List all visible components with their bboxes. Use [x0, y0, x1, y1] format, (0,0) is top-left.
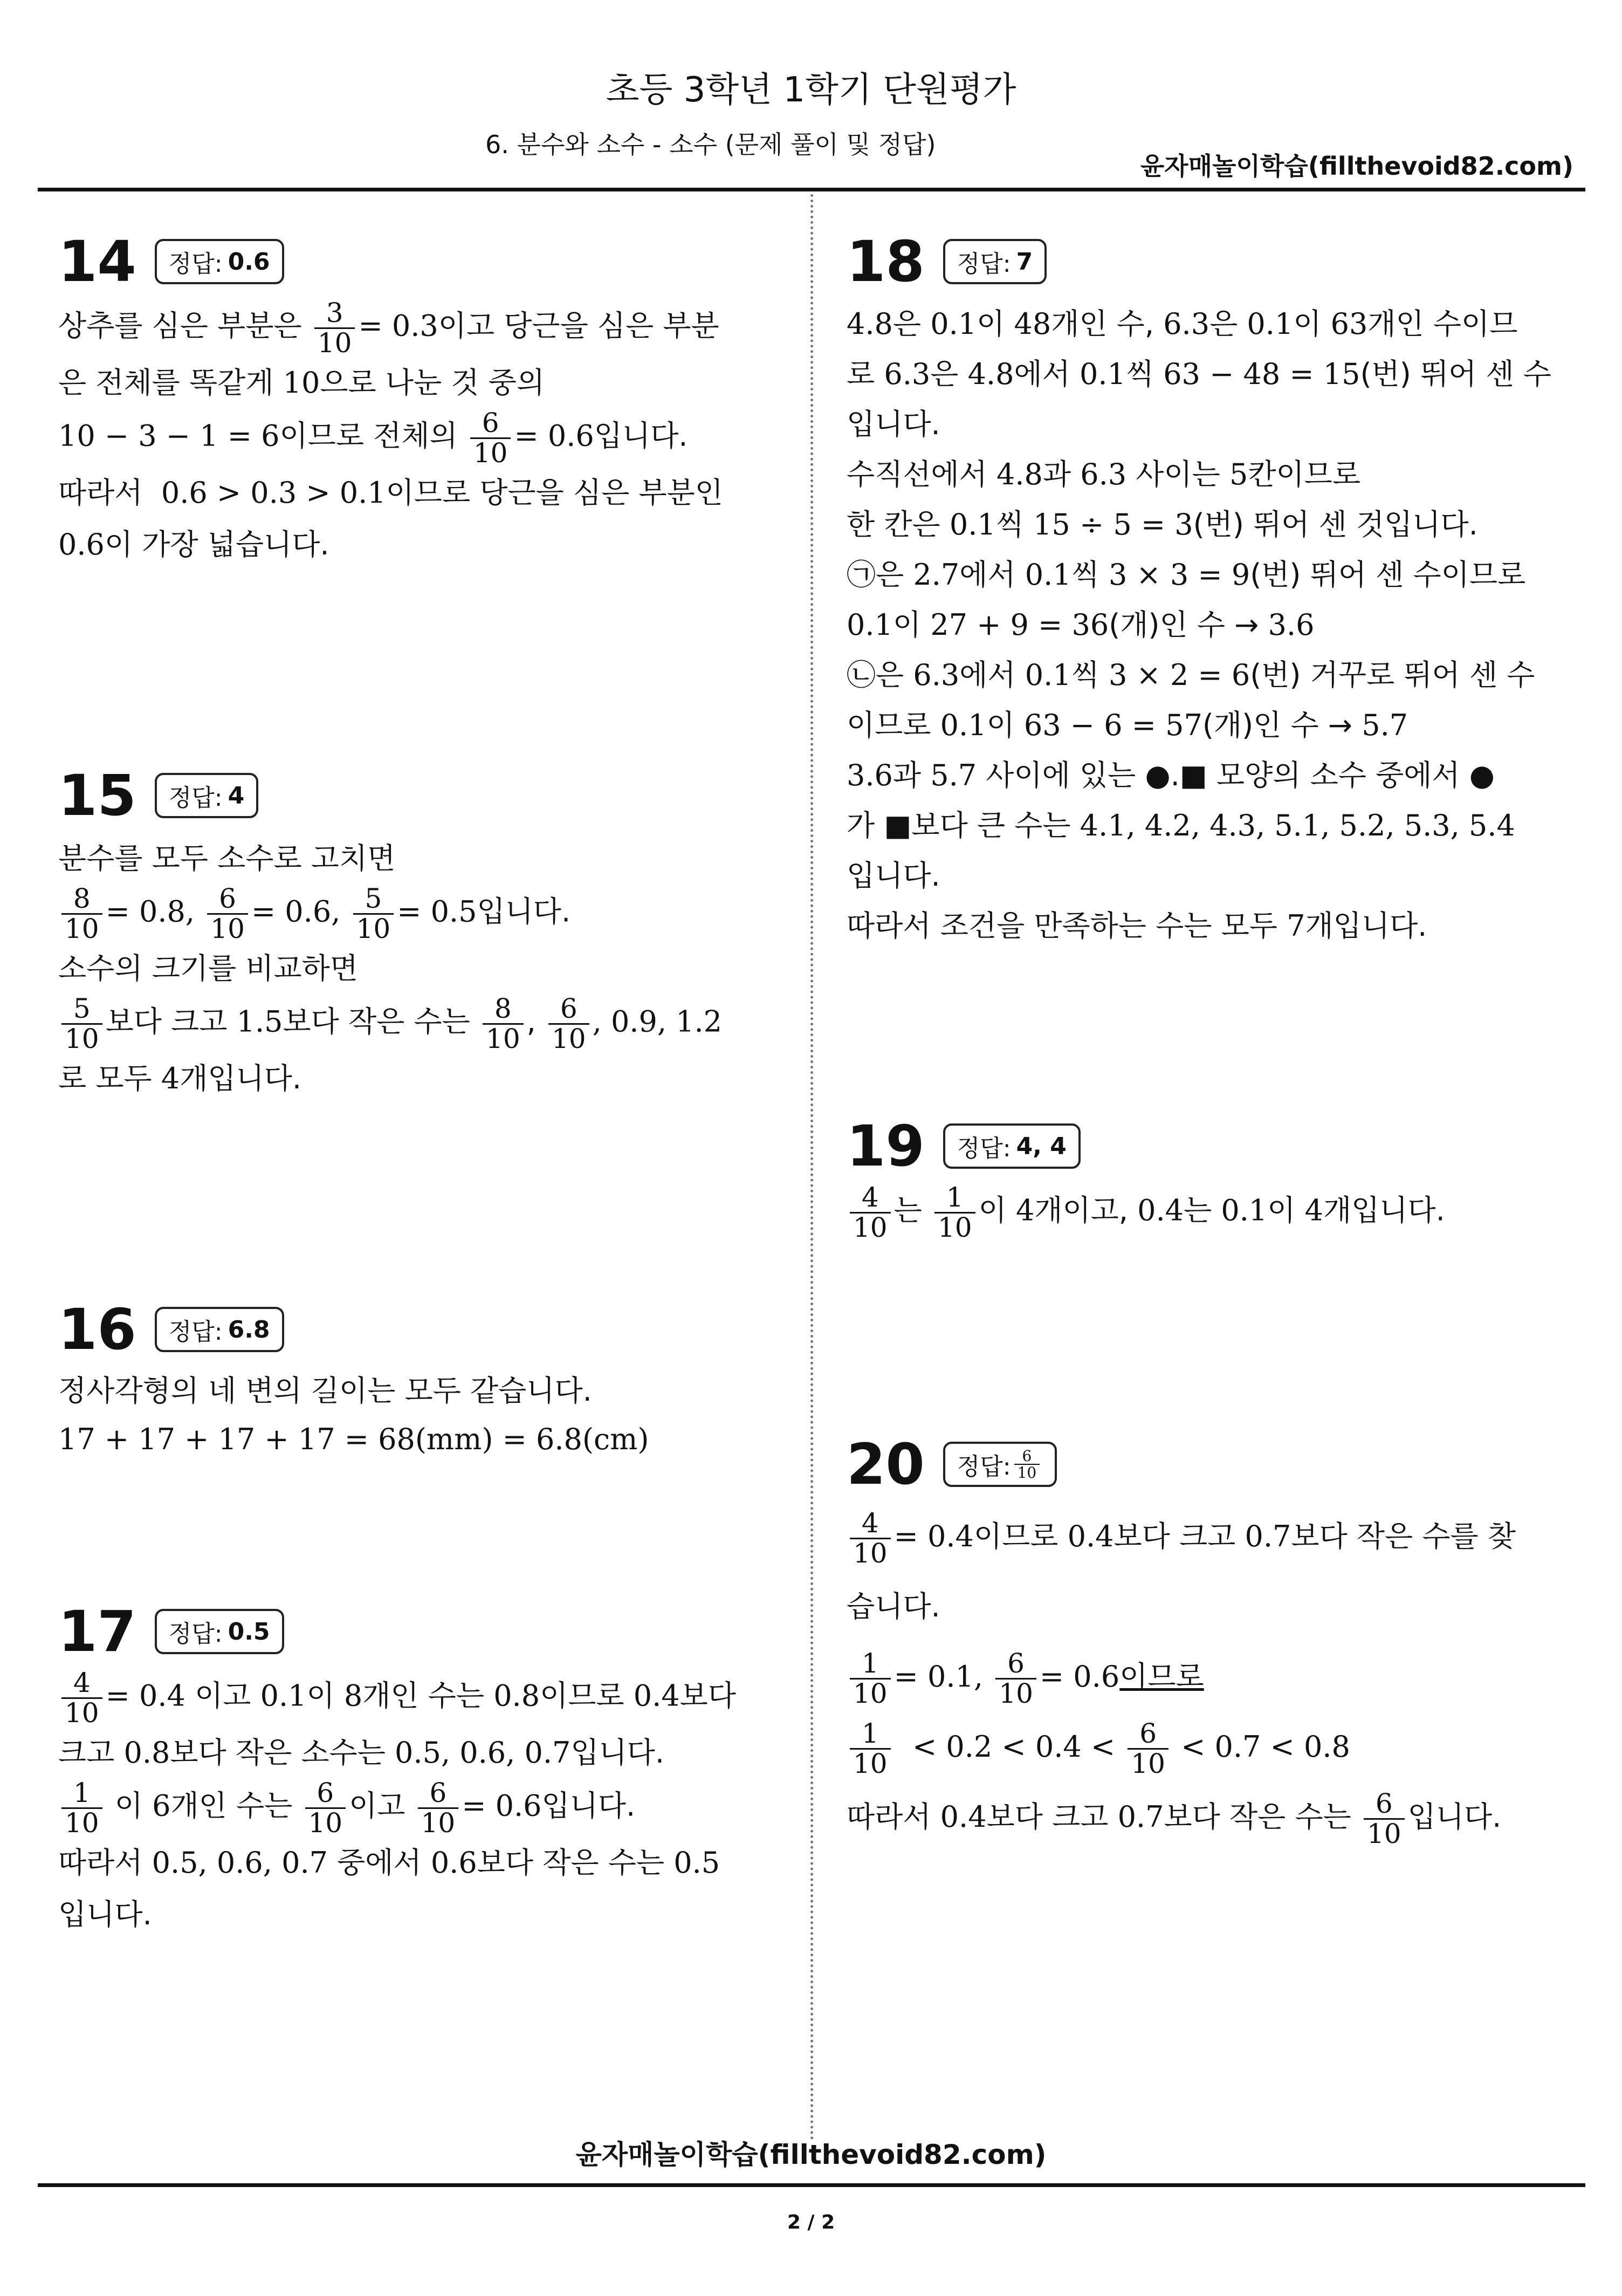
numerator: 4 — [861, 1182, 879, 1213]
text: 씩 — [1071, 658, 1099, 692]
text: 소수의 크기를 비교하면 — [58, 951, 358, 985]
text: ㉠은 — [847, 558, 904, 592]
numerator: 6 — [1007, 1648, 1025, 1680]
math: 0.4 — [1067, 1519, 1114, 1553]
text: 따라서 — [847, 1800, 931, 1834]
math: 2.7 — [913, 558, 960, 592]
denominator: 10 — [850, 1538, 891, 1568]
denominator: 10 — [418, 1807, 459, 1838]
math: 0.1 — [949, 508, 996, 542]
answer-label: 정답: — [957, 250, 1011, 278]
denominator: 10 — [470, 437, 511, 468]
numerator: 6 — [219, 883, 236, 914]
math: 0.6 > 0.3 > 0.1 — [161, 476, 386, 510]
math: 0.5, 0.6, 0.7 — [152, 1846, 328, 1880]
text: 개입니다. — [1305, 909, 1427, 943]
fraction — [850, 1649, 891, 1708]
text: 정사각형의 네 변의 길이는 모두 같습니다. — [58, 1374, 592, 1408]
text: 이 — [892, 608, 922, 642]
text: 보다 크고 — [105, 1004, 228, 1039]
answer-box — [943, 1123, 1081, 1169]
text: 에서 — [1014, 357, 1070, 391]
numerator: 8 — [494, 993, 512, 1024]
text: 이 — [986, 708, 1015, 742]
text: 이 — [1293, 307, 1322, 341]
problem-header — [847, 227, 1558, 297]
text: 입니다. — [571, 1736, 665, 1770]
text: 는 — [1184, 1193, 1212, 1228]
math: 4.1, 4.2, 4.3, 5.1, 5.2, 5.3, 5.4 — [1080, 808, 1515, 842]
page-number: 2 / 2 — [787, 2211, 835, 2233]
text: (번) 뛰어 센 수이므로 — [1250, 558, 1526, 592]
text: 이고 — [349, 1788, 406, 1823]
solution-text — [58, 1367, 770, 1464]
math: 48 — [1014, 307, 1051, 341]
problem-number: 16 — [58, 1297, 136, 1362]
text: 은 — [930, 357, 959, 391]
math: = 0.5 — [397, 894, 477, 929]
header-brand: 윤자매놀이학습(fillthevoid82.com) — [1140, 152, 1573, 181]
denominator: 10 — [61, 913, 102, 943]
problem-14 — [58, 227, 770, 571]
answer-value: 0.5 — [228, 1618, 270, 1646]
answer-label: 정답: — [168, 1620, 223, 1648]
document-subtitle: 6. 분수와 소수 - 소수 (문제 풀이 및 정답) — [485, 130, 936, 159]
fraction — [1128, 1719, 1169, 1778]
answer-box — [943, 239, 1047, 284]
math: 0.1 — [1025, 658, 1071, 692]
math: 63 — [1330, 307, 1368, 341]
solution-text — [847, 1502, 1558, 1852]
numerator: 1 — [861, 1648, 879, 1680]
text: 상추를 심은 부분은 — [58, 309, 302, 343]
fraction — [850, 1509, 891, 1567]
numerator: 6 — [482, 407, 499, 438]
math: 4 — [161, 1061, 180, 1095]
text: 로 — [847, 357, 875, 391]
math: 63 − 6 = 57 — [1023, 708, 1202, 742]
text: (개)인 수 → — [1202, 708, 1353, 742]
answer-value: 4 — [228, 782, 245, 810]
text: 따라서 — [58, 476, 143, 510]
denominator: 10 — [1014, 1464, 1040, 1481]
math: 0.5 — [673, 1846, 720, 1880]
math: = 0.6 — [514, 419, 594, 453]
math: , 0.9, 1.2 — [592, 1004, 723, 1039]
text: (개)인 수 → — [1109, 608, 1259, 642]
solution-text — [847, 1183, 1558, 1242]
math: 5 — [1229, 457, 1248, 491]
text: 개입니다. — [180, 1061, 302, 1095]
answer-label: 정답: — [168, 1318, 223, 1346]
text: 씩 — [1071, 558, 1099, 592]
text: 칸이므로 — [1248, 457, 1360, 491]
math: 1.5 — [236, 1004, 283, 1039]
math: 0.1 — [847, 608, 893, 642]
denominator: 10 — [61, 1697, 102, 1728]
math: 6.3 — [1080, 457, 1127, 491]
math: = 0.6, — [251, 894, 341, 929]
fraction — [61, 1669, 102, 1727]
math: = 0.8, — [105, 894, 195, 929]
math: 4.8 — [847, 307, 893, 341]
text: 사이는 — [1136, 457, 1220, 491]
math: 6 — [152, 1788, 171, 1823]
text: 보다 작은 수는 — [283, 1004, 470, 1039]
problem-20 — [847, 1429, 1558, 1852]
math: 0.1 — [930, 307, 977, 341]
text: 습니다. — [847, 1589, 940, 1623]
problem-number: 20 — [847, 1431, 925, 1497]
text: 사이에 있는 ●.■ 모양의 소수 중에서 ● — [986, 758, 1495, 792]
answer-box — [155, 1307, 284, 1352]
text: (번) 거꾸로 뛰어 센 수 — [1250, 658, 1535, 692]
math: = 0.1, — [894, 1660, 984, 1694]
text: 이 — [977, 307, 1005, 341]
answer-box — [155, 1609, 284, 1654]
denominator: 10 — [61, 1023, 102, 1053]
numerator: 3 — [326, 297, 343, 328]
text: 따라서 — [58, 1846, 143, 1880]
math: 10 — [283, 366, 320, 400]
numerator: 1 — [946, 1182, 964, 1213]
fraction — [1364, 1790, 1405, 1848]
text: 개인 수는 — [170, 1788, 293, 1823]
text: 보다 크고 — [1114, 1519, 1236, 1553]
denominator: 10 — [314, 327, 355, 358]
math: 6.3 — [1163, 307, 1210, 341]
text: 이 — [306, 1678, 335, 1713]
text: 보다 작은 수를 찾 — [1291, 1519, 1516, 1553]
problem-17 — [58, 1596, 770, 1941]
text: 이 — [978, 1193, 1007, 1228]
text: 이고 — [195, 1678, 251, 1713]
text: 가 ■보다 큰 수는 — [847, 808, 1071, 842]
math: 4.8 — [967, 357, 1014, 391]
problem-header — [58, 1294, 770, 1365]
math: 4.8 — [996, 457, 1043, 491]
problem-16 — [58, 1294, 770, 1464]
problem-header — [58, 1596, 770, 1667]
math: < 0.2 < 0.4 < — [912, 1730, 1116, 1764]
denominator: 10 — [995, 1678, 1036, 1708]
fraction — [418, 1779, 459, 1837]
problem-19 — [847, 1111, 1558, 1242]
text: 씩 — [995, 508, 1024, 542]
text: 분수를 모두 소수로 고치면 — [58, 841, 396, 875]
text: 수직선에서 — [847, 457, 987, 491]
math: 7 — [1287, 909, 1305, 943]
denominator: 10 — [934, 1212, 975, 1242]
math: 17 + 17 + 17 + 17 = 68(mm) = 6.8(cm) — [58, 1422, 649, 1456]
problem-15 — [58, 760, 770, 1105]
problem-number: 14 — [58, 229, 136, 294]
solution-text — [58, 1669, 770, 1941]
denominator: 10 — [850, 1748, 891, 1778]
text: (번) 뛰어 센 수 — [1360, 357, 1551, 391]
text: 보다 작은 수는 — [1164, 1800, 1351, 1834]
text: 로 모두 — [58, 1061, 152, 1095]
numerator: 6 — [1139, 1718, 1157, 1750]
math: 6.3 — [884, 357, 931, 391]
text: 과 — [892, 758, 922, 792]
answer-label: 정답: — [957, 1135, 1011, 1162]
text: 개이고, — [1034, 1193, 1128, 1228]
fraction — [314, 299, 355, 357]
answer-fraction — [1014, 1448, 1040, 1481]
math: 27 + 9 = 36 — [930, 608, 1109, 642]
math: 0.7 — [1117, 1800, 1164, 1834]
text: 은 — [1209, 307, 1238, 341]
problem-number: 15 — [58, 763, 136, 828]
problem-number: 18 — [847, 229, 925, 294]
text: 이므로 — [973, 1519, 1059, 1553]
text: 보다 크고 — [986, 1800, 1109, 1834]
math: 3 × 2 = 6 — [1108, 658, 1250, 692]
text: 보다 작은 소수는 — [170, 1736, 386, 1770]
text: 보다 작은 수는 — [477, 1846, 665, 1880]
fraction — [850, 1719, 891, 1778]
denominator: 10 — [207, 913, 248, 943]
answer-label: 정답: — [168, 250, 223, 278]
math: 0.6 — [430, 1846, 477, 1880]
math: 0.1 — [1025, 558, 1071, 592]
math: 10 − 3 − 1 = 6 — [58, 419, 280, 453]
math: 0.1 — [1221, 1193, 1268, 1228]
text: 이므로 당근을 심은 부분인 — [386, 476, 723, 510]
fraction — [61, 885, 102, 943]
answer-value: 6.8 — [228, 1315, 270, 1344]
text: 은 — [892, 307, 922, 341]
header-rule — [38, 188, 1585, 191]
fraction — [850, 1183, 891, 1242]
numerator: 6 — [1022, 1447, 1032, 1465]
text: (번) 뛰어 센 것입니다. — [1193, 508, 1478, 542]
problem-18 — [847, 227, 1558, 951]
text: 이므로 — [540, 1678, 624, 1713]
text: 크고 — [58, 1736, 115, 1770]
math: 0.1 — [260, 1678, 307, 1713]
math: 0.1 — [940, 708, 987, 742]
numerator: 4 — [73, 1667, 91, 1698]
math: = 0.6 — [1039, 1660, 1120, 1694]
denominator: 10 — [1128, 1748, 1169, 1778]
problem-header — [847, 1111, 1558, 1181]
numerator: 6 — [429, 1777, 447, 1808]
math: 0.1 — [1079, 357, 1126, 391]
math: 63 − 48 = 15 — [1163, 357, 1360, 391]
text: 이므로 전체의 — [279, 419, 458, 453]
math: 0.8 — [123, 1736, 170, 1770]
problem-number: 19 — [847, 1113, 925, 1179]
solution-text — [58, 299, 770, 571]
denominator: 10 — [483, 1023, 524, 1053]
fraction — [305, 1779, 346, 1837]
fraction — [61, 995, 102, 1053]
math: < 0.7 < 0.8 — [1181, 1730, 1350, 1764]
text: 입니다. — [594, 419, 688, 453]
denominator: 10 — [61, 1807, 102, 1838]
column-divider — [810, 194, 813, 2141]
document-title: 초등 3학년 1학기 단원평가 — [606, 70, 1016, 110]
answer-label: 정답: — [957, 1453, 1011, 1481]
answer-value: 4, 4 — [1016, 1132, 1067, 1160]
numerator: 6 — [1375, 1788, 1393, 1820]
text: 과 — [1042, 457, 1071, 491]
answer-label: 정답: — [168, 784, 223, 812]
problem-header — [847, 1429, 1558, 1499]
math: 3 × 3 = 9 — [1108, 558, 1250, 592]
numerator: 8 — [73, 883, 91, 914]
math: = 0.4 — [894, 1519, 974, 1553]
answer-value: 0.6 — [228, 248, 270, 276]
numerator: 6 — [317, 1777, 334, 1808]
fraction — [995, 1649, 1036, 1708]
text: 이 가장 넓습니다. — [104, 527, 329, 561]
fraction — [483, 995, 524, 1053]
text: 입니다. — [58, 1897, 152, 1931]
text: 개인 수는 — [362, 1678, 485, 1713]
answer-value: 7 — [1016, 248, 1033, 276]
math: 6.3 — [913, 658, 960, 692]
numerator: 5 — [365, 883, 382, 914]
text: 에서 — [959, 658, 1016, 692]
answer-box — [943, 1442, 1057, 1487]
math: 0.4 — [940, 1800, 987, 1834]
text: 개인 수이므 — [1367, 307, 1518, 341]
text: 입니다. — [477, 894, 571, 929]
math: 0.4 — [633, 1678, 680, 1713]
problem-header — [58, 227, 770, 297]
denominator: 10 — [1364, 1818, 1405, 1848]
text: 입니다. — [541, 1788, 636, 1823]
math: 3.6 — [847, 758, 893, 792]
math: 0.1 — [1247, 307, 1294, 341]
math: 3.6 — [1268, 608, 1315, 642]
numerator: 1 — [73, 1777, 91, 1808]
math: = 0.6 — [462, 1788, 542, 1823]
math: 5.7 — [1362, 708, 1408, 742]
text: 이므로 — [847, 708, 931, 742]
text: 이 — [114, 1788, 143, 1823]
fraction — [207, 885, 248, 943]
text: 보다 — [679, 1678, 736, 1713]
fraction — [61, 1779, 102, 1837]
problem-header — [58, 760, 770, 831]
denominator: 10 — [353, 913, 394, 943]
math: 4 — [1015, 1193, 1035, 1228]
math: 0.4 — [1137, 1193, 1184, 1228]
text: 씩 — [1125, 357, 1154, 391]
text: 이고 당근을 심은 부분 — [438, 309, 719, 343]
text: 따라서 조건을 만족하는 수는 모두 — [847, 909, 1277, 943]
text: 에서 — [959, 558, 1016, 592]
solution-text: 분수를 모두 소수로 고치면 $\frac{8}{10}$ = 0.8, $\frac{6}{10}$ = 0.6, $\frac{5}{10}$ = 0.5입니다. 소수의 크기를 비교하면 $\frac{5}{10}$ 보다 크고 1.5보다 작은 수는 $\frac{8}{10}$ , $\frac{6}{10}$ , 0.9, 1.2 로 모두 4개입니다. — [58, 833, 770, 1105]
numerator: 1 — [861, 1718, 879, 1750]
math: 0.6 — [58, 527, 105, 561]
math: 0.5, 0.6, 0.7 — [395, 1736, 571, 1770]
text: 개입니다. — [1323, 1193, 1445, 1228]
math: = 0.4 — [105, 1678, 185, 1713]
text: 으로 나눈 것 중의 — [320, 366, 545, 400]
denominator: 10 — [548, 1023, 589, 1053]
math: 5.7 — [930, 758, 977, 792]
text: 이 — [1267, 1193, 1296, 1228]
text: 이므로 — [1119, 1660, 1204, 1694]
numerator: 4 — [861, 1507, 879, 1539]
math: 0.8 — [493, 1678, 540, 1713]
text: ㉡은 — [847, 658, 904, 692]
math: 8 — [343, 1678, 363, 1713]
problem-number: 17 — [58, 1599, 136, 1664]
solution-text — [847, 299, 1558, 951]
numerator: 5 — [73, 993, 91, 1024]
text: 한 칸은 — [847, 508, 940, 542]
math: 0.7 — [1245, 1519, 1291, 1553]
text: 중에서 — [337, 1846, 422, 1880]
text: 는 — [894, 1193, 922, 1228]
footer-rule — [38, 2183, 1585, 2187]
denominator: 10 — [850, 1678, 891, 1708]
fraction — [353, 885, 394, 943]
fraction — [934, 1183, 975, 1242]
text: 입니다. — [847, 859, 940, 893]
answer-box — [155, 773, 258, 818]
denominator: 10 — [305, 1807, 346, 1838]
math: 15 ÷ 5 = 3 — [1033, 508, 1193, 542]
text: 입니다. — [1407, 1800, 1502, 1834]
text: 개인 수, — [1051, 307, 1154, 341]
math: 4 — [1304, 1193, 1323, 1228]
answer-box — [155, 239, 284, 284]
fraction — [470, 409, 511, 467]
denominator: 10 — [850, 1212, 891, 1242]
numerator: 6 — [560, 993, 578, 1024]
text: 은 전체를 똑같게 — [58, 366, 274, 400]
footer-brand: 윤자매놀이학습(fillthevoid82.com) — [575, 2139, 1047, 2170]
text: 입니다. — [847, 407, 940, 441]
math: = 0.3 — [358, 309, 438, 343]
fraction — [548, 995, 589, 1053]
